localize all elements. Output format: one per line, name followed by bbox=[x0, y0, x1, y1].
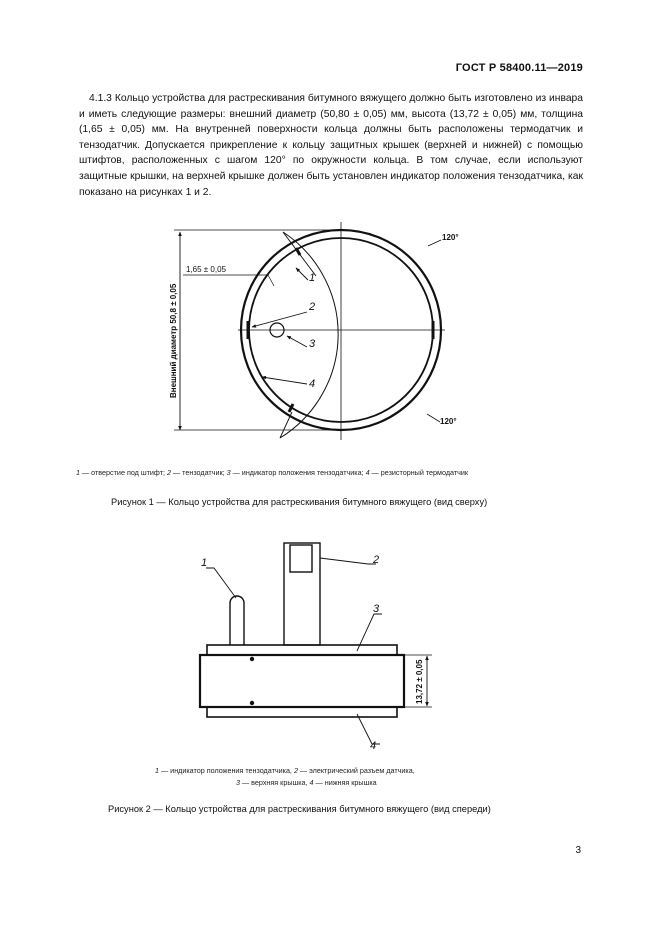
thickness-dimension-label: 1,65 ± 0,05 bbox=[186, 265, 226, 274]
callout-2: 2 bbox=[309, 301, 316, 313]
figure-1-caption: Рисунок 1 — Кольцо устройства для растрескивания битумного вяжущего (вид сверху) bbox=[111, 497, 488, 507]
page-number: 3 bbox=[575, 845, 581, 856]
indicator-pin bbox=[230, 596, 244, 645]
height-dimension-label: 13,72 ± 0,05 bbox=[415, 659, 424, 704]
figure-2-legend-line-2: 3 — верхняя крышка, 4 — нижняя крышка bbox=[236, 778, 377, 787]
connector-head bbox=[290, 545, 312, 572]
front-callout-3: 3 bbox=[373, 603, 380, 615]
bottom-cover bbox=[207, 707, 397, 717]
figure-2-legend-line-1: 1 — индикатор положения тензодатчика, 2 — электрический разъем датчика, bbox=[155, 766, 415, 775]
standard-header: ГОСТ Р 58400.11—2019 bbox=[455, 62, 583, 74]
clause-paragraph bbox=[79, 91, 583, 200]
front-callout-1: 1 bbox=[201, 557, 208, 569]
figure-1-top-view bbox=[0, 215, 661, 455]
callout-4: 4 bbox=[309, 378, 316, 390]
top-cover bbox=[207, 645, 397, 655]
clause-text: 4.1.3 Кольцо устройства для растрескивания битумного вяжущего должно быть изготовлено из инвара и иметь следующие размеры: внешний диаметр (50,80 ± 0,05) мм, высота (13,72 ± 0,05) мм, толщина (1,65 ± 0,05) мм. На внутренней поверхности кольца должны быть расположены термодатчик и тензодатчик. Допускается прикрепление к кольцу защитных крышек (верхней и нижней) с помощью штифтов, расположенных с шагом 120° по окружности кольца. В том случае, если используют защитные крышки, на верхней крышке должен быть установлен индикатор положения тензодатчика, как показано на рисунках 1 и 2. bbox=[79, 93, 583, 198]
figure-1-legend: 1 — отверстие под штифт; 2 — тензодатчик; 3 — индикатор положения тензодатчика; 4 — резисторный термодатчик bbox=[76, 468, 469, 477]
figure-2-caption: Рисунок 2 — Кольцо устройства для растрескивания битумного вяжущего (вид спереди) bbox=[108, 804, 491, 814]
front-callout-4: 4 bbox=[370, 740, 377, 752]
angle-arc bbox=[280, 232, 338, 438]
angle-label-top: 120° bbox=[442, 233, 459, 242]
callout-3: 3 bbox=[309, 338, 316, 350]
front-callout-2: 2 bbox=[373, 554, 380, 566]
ring-body bbox=[200, 655, 404, 707]
callout-1: 1 bbox=[309, 272, 316, 284]
angle-label-bottom: 120° bbox=[440, 417, 457, 426]
figure-2-front-view bbox=[0, 535, 661, 755]
diameter-dimension-label: Внешний диаметр 50,8 ± 0,05 bbox=[169, 283, 178, 398]
